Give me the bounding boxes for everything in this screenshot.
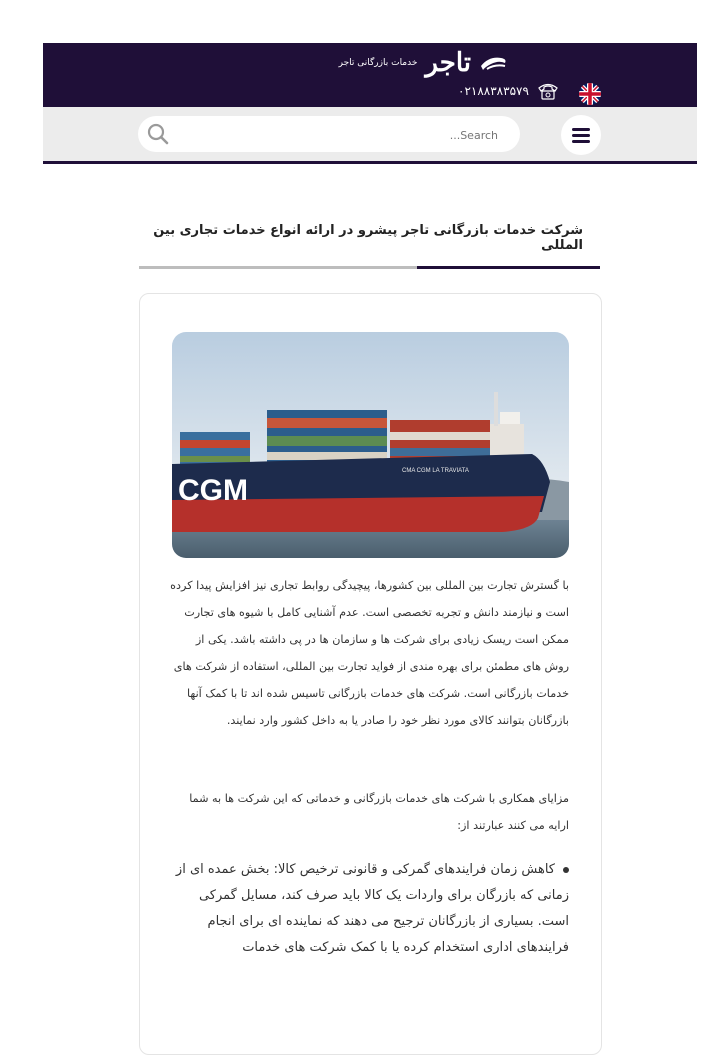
- page: [43, 43, 697, 955]
- title-divider-accent: [417, 266, 600, 269]
- english-flag-icon[interactable]: [579, 83, 601, 105]
- menu-icon: [572, 128, 590, 131]
- benefit-text: کاهش زمان فرایندهای گمرکی و قانونی ترخیص کالا: بخش عمده ای از زمانی که بازرگان برای واردات یک کالا باید صرف کند، مسایل گمرکی است. بسیاری از بازرگانان ترجیح می دهند که نماینده ای برای انجام فرایندهای اداری استخدام کرده یا با کمک شرکت های خدمات: [175, 862, 569, 955]
- article-paragraph: مزایای همکاری با شرکت های خدمات بازرگانی و خدماتی که این شرکت ها به شما ارایه می کنند عبارتند از:: [189, 792, 569, 832]
- ship-hull-text: CGM: [178, 474, 248, 507]
- search-input[interactable]: [188, 116, 500, 154]
- logo-swoosh-icon: [479, 54, 509, 72]
- container-ship-image: [172, 332, 569, 558]
- menu-icon-line: [572, 134, 590, 137]
- search-icon[interactable]: [146, 122, 170, 146]
- article-card: [139, 293, 602, 1055]
- phone-number: ۰۲۱۸۸۳۸۳۵۷۹: [458, 84, 529, 98]
- search-box: [138, 116, 520, 152]
- menu-button[interactable]: [561, 115, 601, 155]
- benefit-list-item: [169, 857, 569, 961]
- brand-name: تاجر: [425, 48, 471, 78]
- article-paragraph: با گسترش تجارت بین المللی بین کشورها، پیچیدگی روابط تجاری نیز افزایش پیدا کرده است و نیازمند دانش و تجربه تخصصی است. عدم آشنایی کامل با شیوه های تجارت ممکن است ریسک زیادی برای شرکت ها و سازمان ها در پی داشته باشد. یکی از روش های مطمئن برای بهره مندی از فواید تجارت بین المللی، استفاده از شرکت های خدمات بازرگانی است. شرکت های خدمات بازرگانی تاسیس شده اند تا با کمک آنها بازرگانان بتوانند کالای مورد نظر خود را صادر یا به داخل کشور وارد نمایند.: [170, 579, 569, 727]
- logo[interactable]: [279, 49, 509, 77]
- search-bar: [43, 107, 697, 164]
- phone-contact[interactable]: [458, 82, 559, 100]
- header-bar: [43, 43, 697, 107]
- brand-tagline: خدمات بازرگانی تاجر: [338, 58, 418, 68]
- telephone-icon: [537, 82, 559, 100]
- page-title: شرکت خدمات بازرگانی تاجر پیشرو در ارائه انواع خدمات تجاری بین المللی: [153, 223, 583, 253]
- ship-name-text: CMA CGM LA TRAVIATA: [402, 468, 469, 474]
- bullet-icon: [563, 867, 569, 873]
- menu-icon-line: [572, 140, 590, 143]
